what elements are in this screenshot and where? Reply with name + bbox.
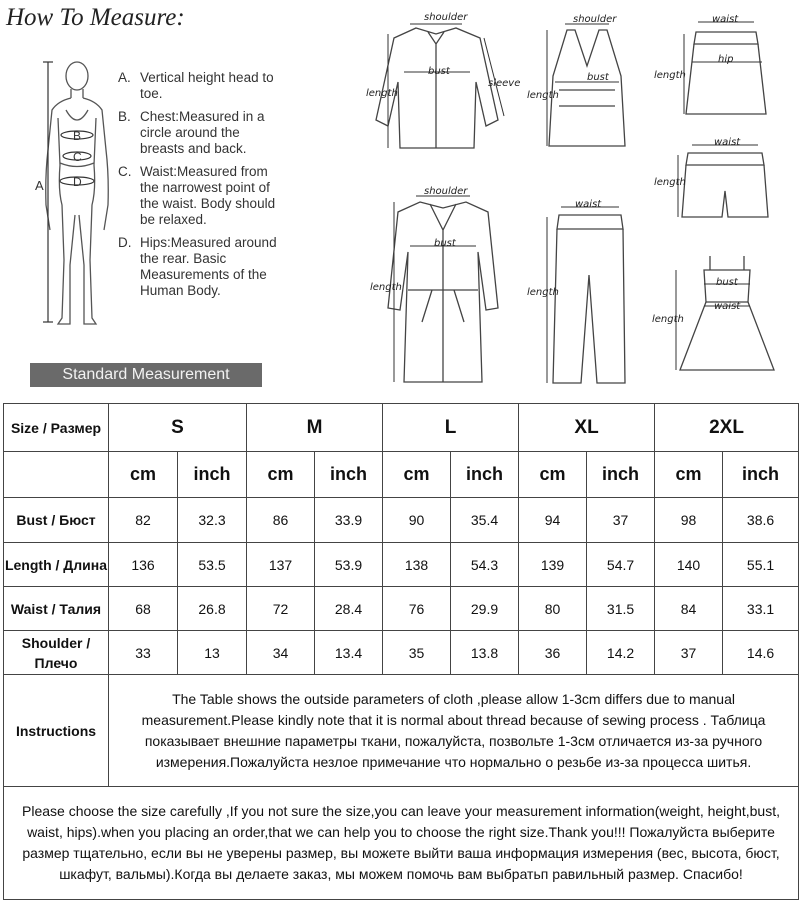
skirt-diagram: waist hip length <box>652 10 792 130</box>
table-cell: 38.6 <box>723 498 799 543</box>
table-cell: 139 <box>519 543 587 587</box>
row-label-shoulder: Shoulder / Плечо <box>4 631 109 675</box>
unit-inch: inch <box>451 452 519 498</box>
definition-a: A. Vertical height head to toe. <box>118 70 274 101</box>
coat-diagram: shoulder bust length <box>368 182 518 392</box>
size-header-row <box>4 404 799 452</box>
unit-inch: inch <box>315 452 383 498</box>
blouse-diagram: shoulder bust sleeve length <box>358 10 528 160</box>
table-cell: 35.4 <box>451 498 519 543</box>
table-row <box>4 631 799 675</box>
instructions-label: Instructions <box>4 675 109 787</box>
size-choice-note: Please choose the size carefully ,If you not sure the size,you can leave your measurement information(weight, height,bust, waist, hips).when you placing an order,that we can help you to choose the right size.Thank you!!! Пожалуйста выберите размер тщательно, если вы не уверены размер, вы можете выйти ваша информация измерения (вес, высота, бюст, шкафут, вальмы).Когда вы делаете заказ, мы можем помочь вам выбратьп равильный размер. Спасибо! <box>4 787 799 900</box>
table-cell: 37 <box>655 631 723 675</box>
unit-cm: cm <box>383 452 451 498</box>
table-cell: 55.1 <box>723 543 799 587</box>
shorts-diagram: waist length <box>652 135 792 225</box>
unit-cm: cm <box>519 452 587 498</box>
instructions-text: The Table shows the outside parameters of cloth ,please allow 1-3cm differs due to manual measurement.Please kindly note that it is normal about thread because of sewing process . Таблица показывает внешние параметры ткани, пожалуйста, позвольте 1-3см отличается из-за ручного измерения.Пожалуйста незлое примечание что нормально о резьбе из-за процесса шитья. <box>109 675 799 787</box>
table-cell: 72 <box>247 587 315 631</box>
table-cell: 14.6 <box>723 631 799 675</box>
measurement-guide <box>0 0 800 398</box>
table-row <box>4 587 799 631</box>
table-cell: 54.3 <box>451 543 519 587</box>
table-row <box>4 498 799 543</box>
table-cell: 31.5 <box>587 587 655 631</box>
table-cell: 33 <box>109 631 178 675</box>
size-header-label: Size / Размер <box>4 404 109 452</box>
row-label-bust: Bust / Бюст <box>4 498 109 543</box>
definition-d: D. Hips:Measured around the rear. Basic Measurements of the Human Body. <box>118 235 277 298</box>
tank-diagram: shoulder bust length <box>525 10 650 170</box>
table-cell: 28.4 <box>315 587 383 631</box>
table-cell: 98 <box>655 498 723 543</box>
table-cell: 35 <box>383 631 451 675</box>
table-cell: 53.5 <box>178 543 247 587</box>
unit-cm: cm <box>655 452 723 498</box>
label-a: A <box>35 178 44 193</box>
unit-cm: cm <box>247 452 315 498</box>
table-cell: 33.9 <box>315 498 383 543</box>
table-cell: 90 <box>383 498 451 543</box>
unit-header-blank <box>4 452 109 498</box>
size-xl: XL <box>519 404 655 452</box>
table-cell: 94 <box>519 498 587 543</box>
row-label-waist: Waist / Талия <box>4 587 109 631</box>
size-s: S <box>109 404 247 452</box>
table-row <box>4 543 799 587</box>
measurement-definitions <box>118 70 278 306</box>
label-d: D <box>73 175 82 189</box>
definition-c: C. Waist:Measured from the narrowest point of the waist. Body should be relaxed. <box>118 164 276 227</box>
table-cell: 54.7 <box>587 543 655 587</box>
table-cell: 13 <box>178 631 247 675</box>
label-b: B <box>73 129 82 143</box>
unit-inch: inch <box>723 452 799 498</box>
table-cell: 13.4 <box>315 631 383 675</box>
table-cell: 136 <box>109 543 178 587</box>
table-cell: 53.9 <box>315 543 383 587</box>
guide-title: How To Measure: <box>6 4 185 31</box>
unit-cm: cm <box>109 452 178 498</box>
table-cell: 86 <box>247 498 315 543</box>
size-2xl: 2XL <box>655 404 799 452</box>
table-cell: 14.2 <box>587 631 655 675</box>
table-cell: 82 <box>109 498 178 543</box>
size-chart-table <box>3 403 799 900</box>
table-cell: 26.8 <box>178 587 247 631</box>
instructions-row <box>4 675 799 787</box>
standard-measurement-banner: Standard Measurement <box>30 363 262 387</box>
table-cell: 13.8 <box>451 631 519 675</box>
label-c: C <box>73 150 82 164</box>
table-cell: 36 <box>519 631 587 675</box>
unit-inch: inch <box>178 452 247 498</box>
table-cell: 68 <box>109 587 178 631</box>
table-cell: 138 <box>383 543 451 587</box>
table-cell: 137 <box>247 543 315 587</box>
body-figure <box>0 0 120 360</box>
table-cell: 140 <box>655 543 723 587</box>
table-cell: 33.1 <box>723 587 799 631</box>
table-cell: 32.3 <box>178 498 247 543</box>
dress-diagram: bust waist length <box>652 250 792 390</box>
row-label-length: Length / Длина <box>4 543 109 587</box>
size-m: M <box>247 404 383 452</box>
table-cell: 29.9 <box>451 587 519 631</box>
table-cell: 34 <box>247 631 315 675</box>
unit-header-row <box>4 452 799 498</box>
size-l: L <box>383 404 519 452</box>
table-cell: 37 <box>587 498 655 543</box>
unit-inch: inch <box>587 452 655 498</box>
table-cell: 76 <box>383 587 451 631</box>
note-row <box>4 787 799 900</box>
table-cell: 80 <box>519 587 587 631</box>
pants-diagram: waist length <box>525 195 645 390</box>
table-cell: 84 <box>655 587 723 631</box>
definition-b: B. Chest:Measured in a circle around the breasts and back. <box>118 109 265 156</box>
